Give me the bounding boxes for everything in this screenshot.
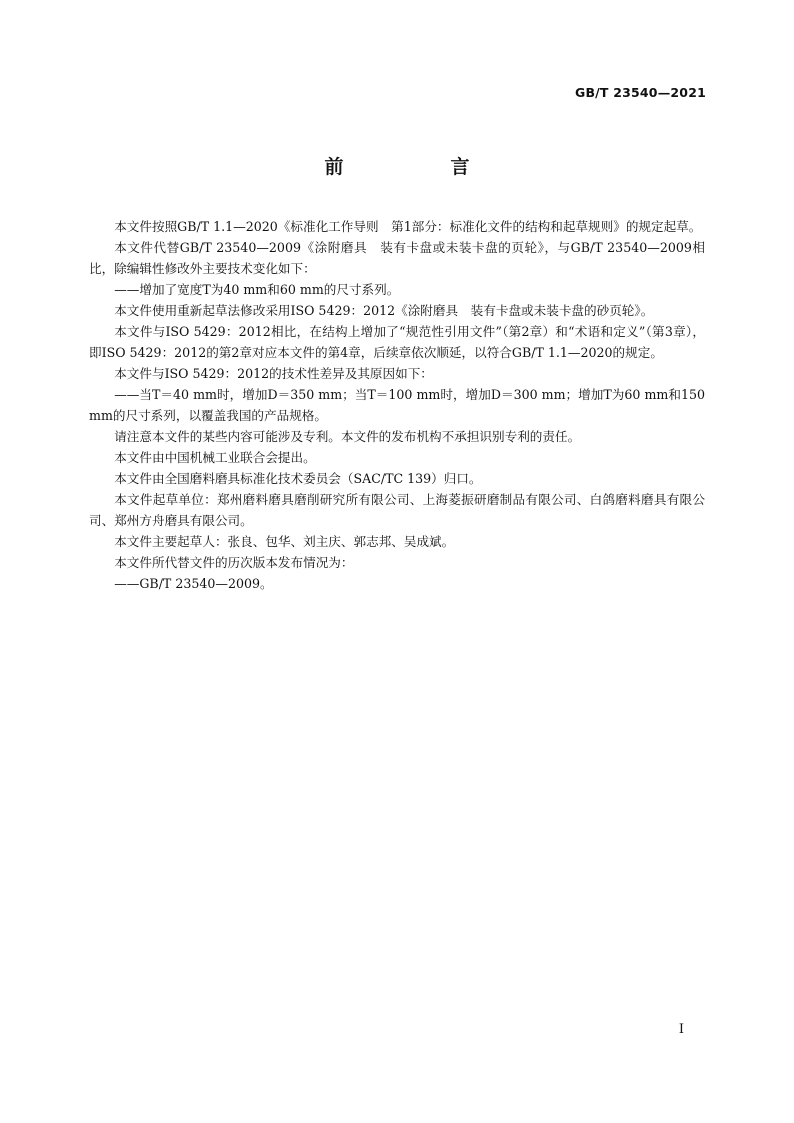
paragraph-drafters: 本文件主要起草人：张良、包华、刘主庆、郭志邦、吴成斌。 [114,534,455,549]
page-title: 前 言 [324,156,514,178]
paragraph-structure-difference: 本文件与ISO 5429：2012相比，在结构上增加了“规范性引用文件”（第2章）和“术语和定义”（第3章），即ISO 5429：2012的第2章对应本文件的第4章，后续章依次顺延，以符合GB/T 1.1—2020的规定。 [89,324,705,360]
paragraph-technical-difference: 本文件与ISO 5429：2012的技术性差异及其原因如下： [114,366,433,381]
paragraph-proposed-by: 本文件由中国机械工业联合会提出。 [114,450,316,465]
paragraph-replaces: 本文件代替GB/T 23540—2009《涂附磨具 装有卡盘或未装卡盘的页轮》，与GB/T 23540—2009相比，除编辑性修改外主要技术变化如下： [89,240,705,276]
standard-code: GB/T 23540—2021 [574,85,706,100]
paragraph-drafting-organizations: 本文件起草单位：郑州磨料磨具磨削研究所有限公司、上海菱振研磨制品有限公司、白鸽磨料磨具有限公司、郑州方舟磨具有限公司。 [89,492,705,528]
list-item-change: ——增加了宽度T为40 mm和60 mm的尺寸系列。 [114,282,400,297]
paragraph-history: 本文件所代替文件的历次版本发布情况为： [114,555,354,570]
list-item-difference: ——当T＝40 mm时，增加D＝350 mm；当T＝100 mm时，增加D＝300 mm；增加T为60 mm和150 mm的尺寸系列，以覆盖我国的产品规格。 [89,387,705,423]
list-item-history: ——GB/T 23540—2009。 [114,576,273,591]
paragraph-patent-notice: 请注意本文件的某些内容可能涉及专利。本文件的发布机构不承担识别专利的责任。 [114,429,581,444]
foreword-body [89,216,705,594]
paragraph-drafting-rules: 本文件按照GB/T 1.1—2020《标准化工作导则 第1部分：标准化文件的结构和起草规则》的规定起草。 [114,219,702,234]
paragraph-adoption: 本文件使用重新起草法修改采用ISO 5429：2012《涂附磨具 装有卡盘或未装卡盘的砂页轮》。 [114,303,654,318]
page-number: I [678,1022,684,1037]
paragraph-committee: 本文件由全国磨料磨具标准化技术委员会（SAC/TC 139）归口。 [114,471,482,486]
